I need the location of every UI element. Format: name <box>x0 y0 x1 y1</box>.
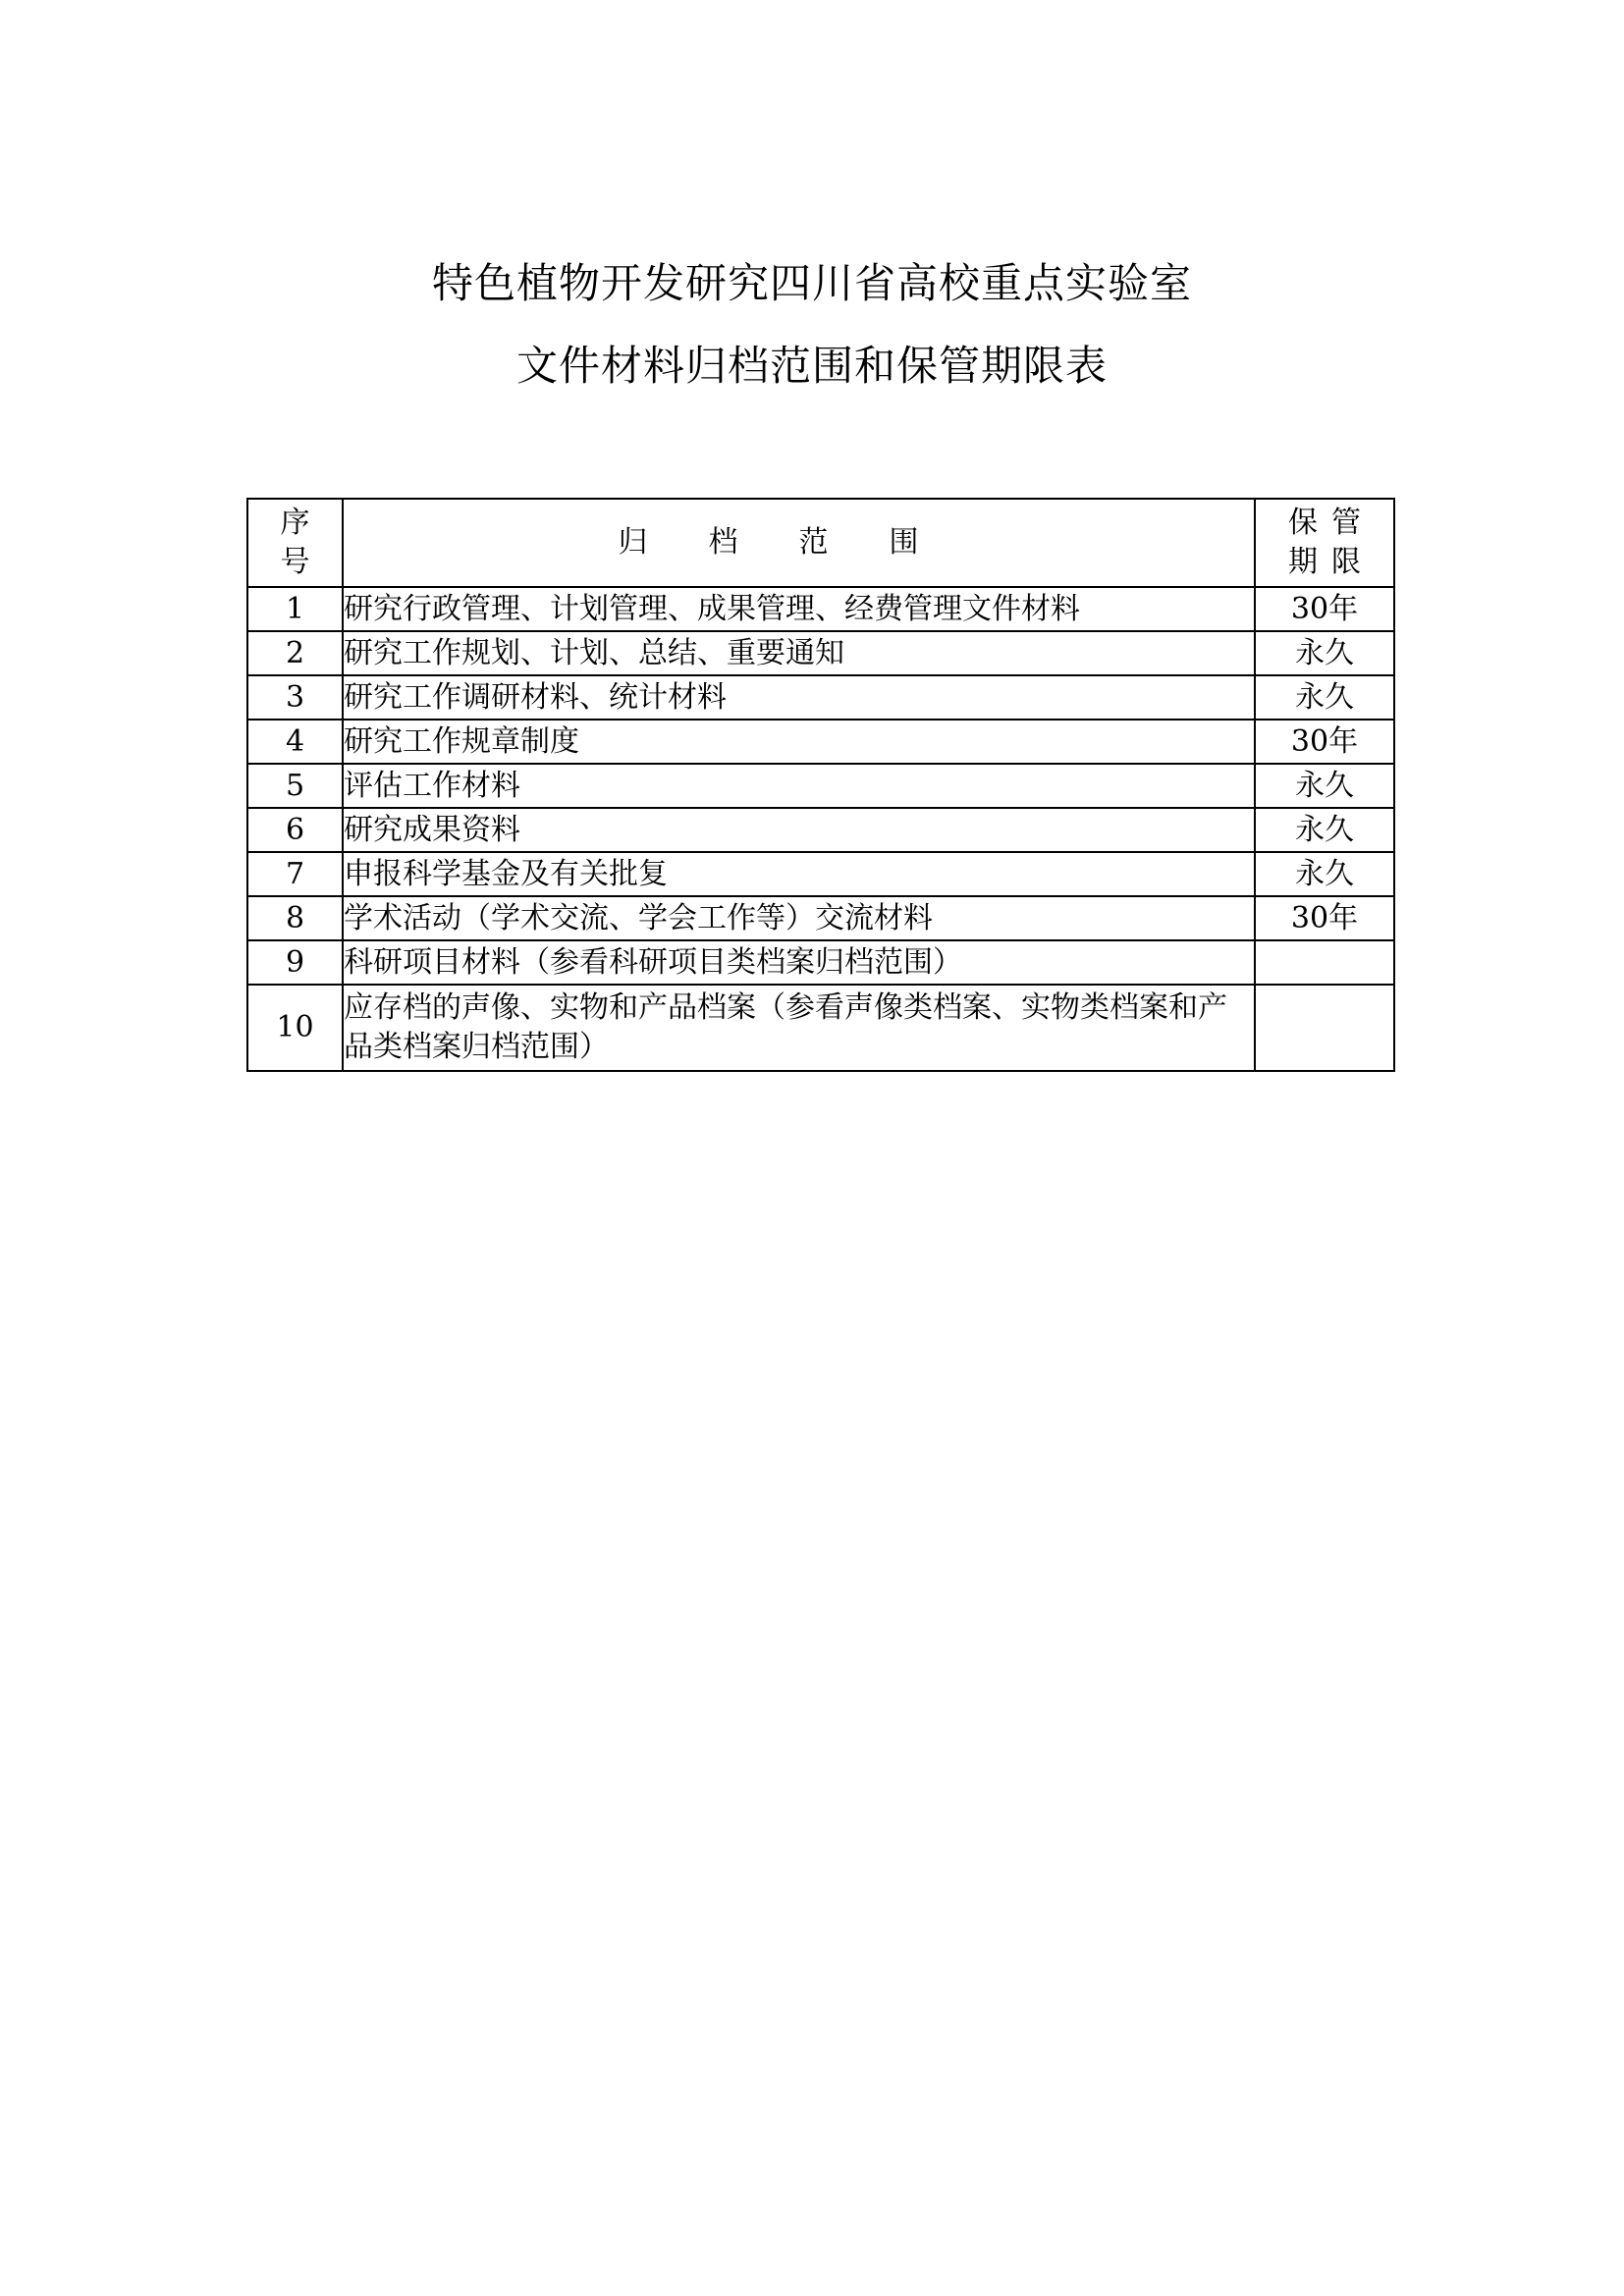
table-row <box>247 896 1394 940</box>
row-retention-period: 永久 <box>1255 675 1394 720</box>
row-retention-period: 永久 <box>1255 764 1394 808</box>
document-title-line2: 文件材料归档范围和保管期限表 <box>515 342 1108 390</box>
header-archive-scope: 归档范围 <box>343 499 1255 587</box>
row-retention-period <box>1255 940 1394 985</box>
row-archive-scope: 研究工作规划、计划、总结、重要通知 <box>343 631 1255 675</box>
row-archive-scope: 评估工作材料 <box>343 764 1255 808</box>
row-retention-period: 永久 <box>1255 852 1394 896</box>
table-row <box>247 852 1394 896</box>
row-serial-number: 9 <box>247 940 343 985</box>
row-archive-scope: 应存档的声像、实物和产品档案（参看声像类档案、实物类档案和产品类档案归档范围） <box>343 985 1255 1071</box>
table-row <box>247 587 1394 631</box>
row-archive-scope: 学术活动（学术交流、学会工作等）交流材料 <box>343 896 1255 940</box>
row-serial-number: 5 <box>247 764 343 808</box>
row-serial-number: 6 <box>247 808 343 852</box>
table-header-row <box>247 499 1394 587</box>
row-retention-period: 30年 <box>1255 587 1394 631</box>
row-serial-number: 2 <box>247 631 343 675</box>
row-serial-number: 10 <box>247 985 343 1071</box>
document-title-line1: 特色植物开发研究四川省高校重点实验室 <box>431 259 1192 307</box>
table-row <box>247 631 1394 675</box>
archive-scope-table <box>246 498 1395 1072</box>
table-row <box>247 808 1394 852</box>
table-row <box>247 675 1394 720</box>
table-row <box>247 720 1394 764</box>
table-row <box>247 940 1394 985</box>
row-archive-scope: 申报科学基金及有关批复 <box>343 852 1255 896</box>
row-serial-number: 7 <box>247 852 343 896</box>
row-archive-scope: 研究成果资料 <box>343 808 1255 852</box>
row-retention-period: 永久 <box>1255 631 1394 675</box>
row-serial-number: 8 <box>247 896 343 940</box>
header-serial-number: 序 号 <box>247 499 343 587</box>
table-row <box>247 764 1394 808</box>
row-archive-scope: 科研项目材料（参看科研项目类档案归档范围） <box>343 940 1255 985</box>
table-row <box>247 985 1394 1071</box>
row-retention-period: 30年 <box>1255 896 1394 940</box>
header-retention-period: 保管 期限 <box>1255 499 1394 587</box>
row-archive-scope: 研究工作调研材料、统计材料 <box>343 675 1255 720</box>
row-serial-number: 1 <box>247 587 343 631</box>
row-retention-period: 30年 <box>1255 720 1394 764</box>
row-archive-scope: 研究工作规章制度 <box>343 720 1255 764</box>
row-archive-scope: 研究行政管理、计划管理、成果管理、经费管理文件材料 <box>343 587 1255 631</box>
row-retention-period <box>1255 985 1394 1071</box>
row-serial-number: 4 <box>247 720 343 764</box>
row-serial-number: 3 <box>247 675 343 720</box>
row-retention-period: 永久 <box>1255 808 1394 852</box>
